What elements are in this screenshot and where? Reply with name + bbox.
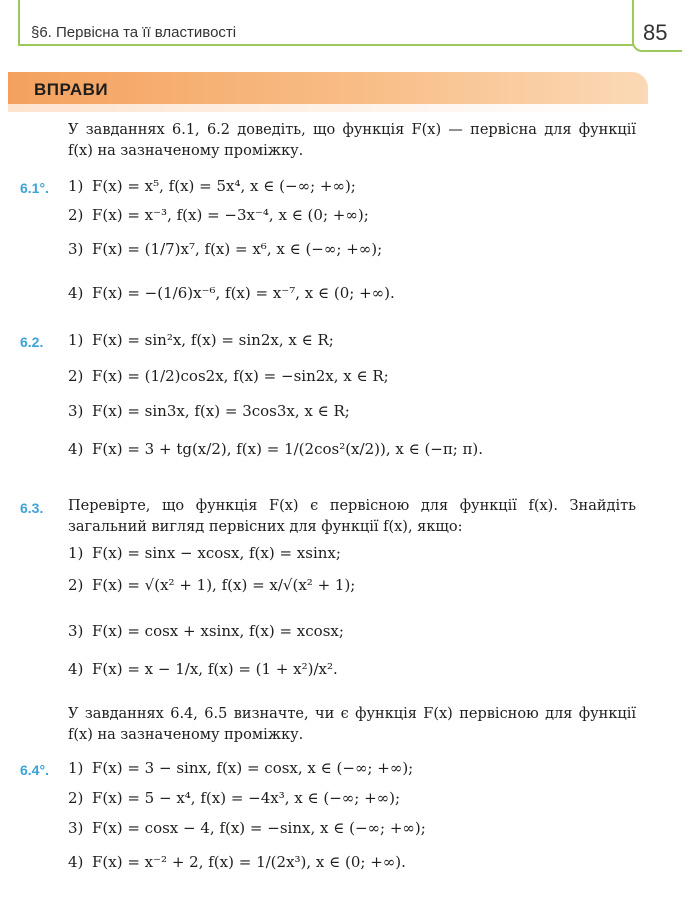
page-number: 85: [643, 20, 668, 45]
exercise-6-4-item: 1) F(x) = 3 − sinx, f(x) = cosx, x ∈ (−∞; +∞);: [68, 759, 414, 777]
exercise-6-1-item: 3) F(x) = (1/7)x⁷, f(x) = x⁶, x ∈ (−∞; +∞);: [68, 240, 383, 258]
exercise-6-4-item: 4) F(x) = x⁻² + 2, f(x) = 1/(2x³), x ∈ (0; +∞).: [68, 853, 406, 871]
exercise-6-3-item: 1) F(x) = sinx − xcosx, f(x) = xsinx;: [68, 544, 341, 562]
exercise-number-6-1: 6.1°.: [20, 180, 49, 196]
exercise-6-3-item: 3) F(x) = cosx + xsinx, f(x) = xcosx;: [68, 622, 344, 640]
exercise-number-6-4: 6.4°.: [20, 762, 49, 778]
exercise-6-2-item: 1) F(x) = sin²x, f(x) = sin2x, x ∈ R;: [68, 331, 334, 349]
exercise-6-3-item: 2) F(x) = √(x² + 1), f(x) = x/√(x² + 1);: [68, 576, 356, 594]
exercises-band-shadow: [8, 104, 648, 112]
exercise-number-6-3: 6.3.: [20, 500, 44, 516]
exercise-6-2-item: 3) F(x) = sin3x, f(x) = 3cos3x, x ∈ R;: [68, 402, 350, 420]
exercise-6-4-item: 3) F(x) = cosx − 4, f(x) = −sinx, x ∈ (−∞; +∞);: [68, 819, 426, 837]
exercises-heading: ВПРАВИ: [34, 80, 109, 99]
intro-paragraph-2: У завданнях 6.4, 6.5 визначте, чи є функція F(x) первісною для функції f(x) на зазначеному проміжку.: [68, 706, 636, 743]
exercise-6-2-item: 4) F(x) = 3 + tg(x/2), f(x) = 1/(2cos²(x/2)), x ∈ (−π; π).: [68, 440, 484, 458]
exercise-6-1-item: 2) F(x) = x⁻³, f(x) = −3x⁻⁴, x ∈ (0; +∞);: [68, 206, 369, 224]
header-frame-left: [18, 0, 20, 46]
section-title: §6. Первісна та її властивості: [31, 24, 237, 41]
header-frame-line: [18, 44, 648, 46]
exercise-6-2-item: 2) F(x) = (1/2)cos2x, f(x) = −sin2x, x ∈ R;: [68, 367, 389, 385]
exercise-6-3-statement: Перевірте, що функція F(x) є первісною для функції f(x). Знайдіть загальний вигляд первісних для функції f(x), якщо:: [68, 498, 636, 535]
exercise-number-6-2: 6.2.: [20, 334, 44, 350]
exercise-6-4-item: 2) F(x) = 5 − x⁴, f(x) = −4x³, x ∈ (−∞; +∞);: [68, 789, 401, 807]
exercise-6-3-item: 4) F(x) = x − 1/x, f(x) = (1 + x²)/x².: [68, 660, 338, 678]
intro-paragraph-1: У завданнях 6.1, 6.2 доведіть, що функція F(x) — первісна для функції f(x) на зазначеному проміжку.: [68, 122, 636, 159]
exercise-6-1-item: 1) F(x) = x⁵, f(x) = 5x⁴, x ∈ (−∞; +∞);: [68, 177, 356, 195]
exercise-6-1-item: 4) F(x) = −(1/6)x⁻⁶, f(x) = x⁻⁷, x ∈ (0; +∞).: [68, 284, 395, 302]
